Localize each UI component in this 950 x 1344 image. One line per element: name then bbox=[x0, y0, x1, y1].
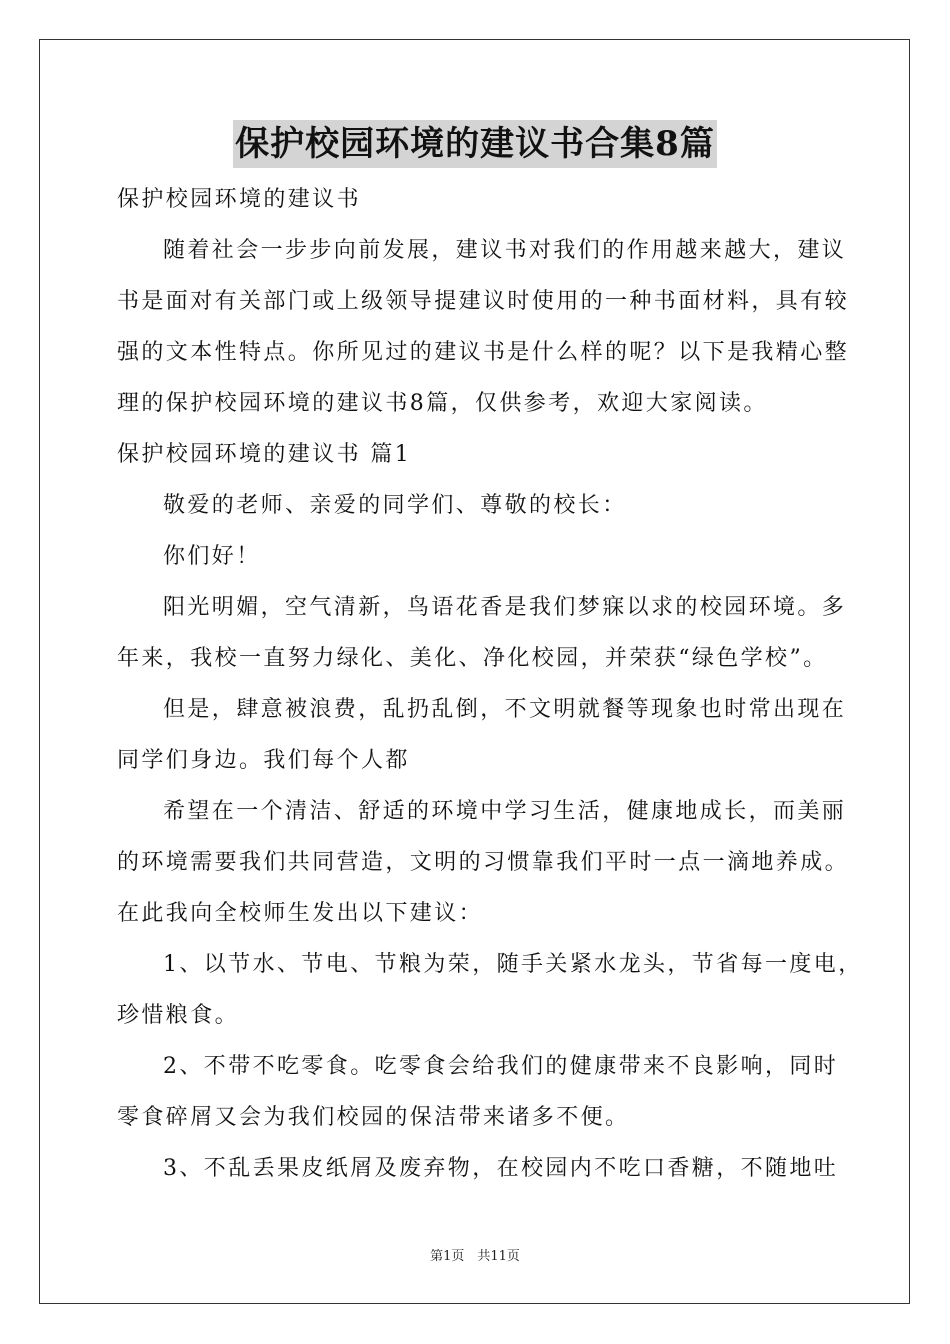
title-container bbox=[0, 120, 950, 168]
paragraph-line: 2、不带不吃零食。吃零食会给我们的健康带来不良影响，同时 bbox=[163, 1054, 839, 1079]
page-footer: 第1页 共11页 bbox=[430, 1249, 520, 1264]
section-heading: 保护校园环境的建议书 篇1 bbox=[117, 442, 412, 467]
paragraph-line: 的环境需要我们共同营造，文明的习惯靠我们平时一点一滴地养成。 bbox=[117, 850, 850, 875]
paragraph-line: 年来，我校一直努力绿化、美化、净化校园，并荣获“绿色学校”。 bbox=[117, 646, 828, 671]
paragraph-line: 书是面对有关部门或上级领导提建议时使用的一种书面材料，具有较 bbox=[117, 289, 850, 314]
paragraph-line: 在此我向全校师生发出以下建议： bbox=[117, 901, 484, 926]
paragraph-line: 零食碎屑又会为我们校园的保洁带来诸多不便。 bbox=[117, 1105, 630, 1130]
section-heading: 保护校园环境的建议书 bbox=[117, 187, 362, 212]
paragraph-line: 你们好！ bbox=[163, 544, 261, 569]
document-body bbox=[117, 174, 863, 1194]
paragraph-line: 敬爱的老师、亲爱的同学们、尊敬的校长： bbox=[163, 493, 627, 518]
document-title: 保护校园环境的建议书合集8篇 bbox=[233, 120, 717, 168]
paragraph-line: 1、以节水、节电、节粮为荣，随手关紧水龙头，节省每一度电， bbox=[163, 952, 863, 977]
paragraph-line: 珍惜粮食。 bbox=[117, 1003, 240, 1028]
paragraph-line: 希望在一个清洁、舒适的环境中学习生活，健康地成长，而美丽 bbox=[163, 799, 847, 824]
paragraph-line: 强的文本性特点。你所见过的建议书是什么样的呢？以下是我精心整 bbox=[117, 340, 850, 365]
paragraph-line: 3、不乱丢果皮纸屑及废弃物，在校园内不吃口香糖，不随地吐 bbox=[163, 1156, 839, 1181]
paragraph-line: 同学们身边。我们每个人都 bbox=[117, 748, 410, 773]
paragraph-line: 但是，肆意被浪费，乱扔乱倒，不文明就餐等现象也时常出现在 bbox=[163, 697, 847, 722]
paragraph-line: 随着社会一步步向前发展，建议书对我们的作用越来越大，建议 bbox=[163, 238, 847, 263]
paragraph-line: 理的保护校园环境的建议书8篇，仅供参考，欢迎大家阅读。 bbox=[117, 391, 768, 416]
paragraph-line: 阳光明媚，空气清新，鸟语花香是我们梦寐以求的校园环境。多 bbox=[163, 595, 847, 620]
